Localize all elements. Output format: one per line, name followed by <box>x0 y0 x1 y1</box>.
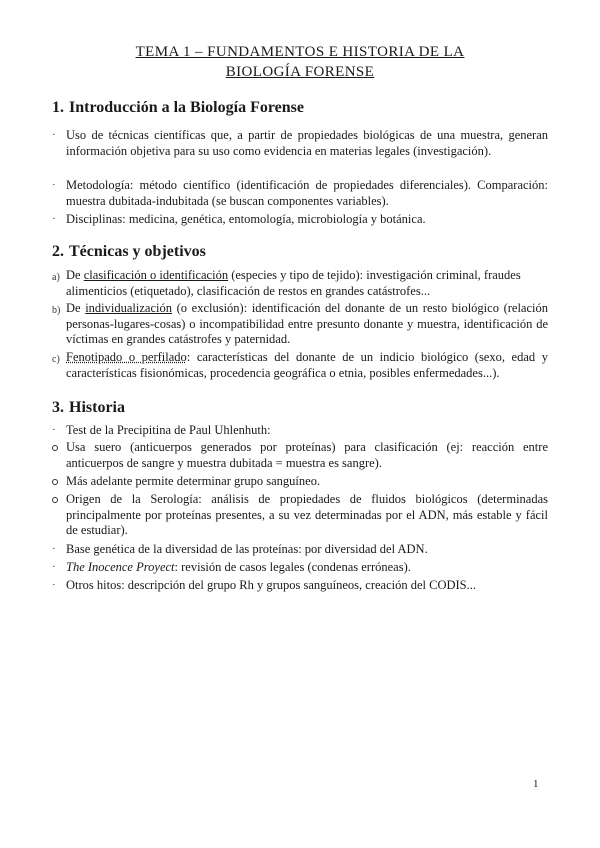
section-heading-1: 1. Introducción a la Biología Forense <box>52 99 304 116</box>
bullet-icon: · <box>52 129 56 141</box>
list-item: c) Fenotipado o perfilado: características del donante de un indicio biológico (sexo, edad y características fisionómicas, procedencia geográfica o etnia, posibles enfermedades...). <box>52 350 548 380</box>
bullet-icon: · <box>52 424 56 436</box>
bullet-icon: · <box>52 561 56 573</box>
list-label: c) <box>52 354 60 365</box>
bullet-icon: · <box>52 179 56 191</box>
list-item: · Otros hitos: descripción del grupo Rh y grupos sanguíneos, creación del CODIS... <box>52 578 477 592</box>
list-item: · The Inocence Proyect: revisión de casos legales (condenas erróneas). <box>52 560 411 574</box>
page-number: 1 <box>533 778 539 790</box>
circle-bullet-icon <box>52 479 58 485</box>
list-item: a) De clasificación o identificación (especies y tipo de tejido): investigación criminal, fraudes alimenticios (etiquetado), clasificación de restos en grandes catástrofes... <box>52 268 521 298</box>
list-item: · Disciplinas: medicina, genética, entomología, microbiología y botánica. <box>52 212 426 226</box>
list-label: b) <box>52 305 61 316</box>
section-heading-3: 3. Historia <box>52 399 125 416</box>
bullet-icon: · <box>52 543 56 555</box>
list-item: · Metodología: método científico (identificación de propiedades diferenciales). Comparación: muestra dubitada-indubitada (se buscan componentes variables). <box>52 178 548 208</box>
list-item: b) De individualización (o exclusión): identificación del donante de un resto biológico (relación personas-lugares-cosas) o incompatibilidad entre presunto donante y muestra, identificación de víctimas en grandes catástrofes y paternidad. <box>52 301 548 346</box>
list-item: · Test de la Precipitina de Paul Uhlenhuth: <box>52 423 271 437</box>
bullet-icon: · <box>52 579 56 591</box>
document-title-line-1: TEMA 1 – FUNDAMENTOS E HISTORIA DE LA <box>135 44 465 60</box>
key-term: Fenotipado o perfilado <box>66 350 187 364</box>
list-item: · Uso de técnicas científicas que, a partir de propiedades biológicas de una muestra, generan información objetiva para su uso como evidencia en materias legales (investigación). <box>52 128 548 158</box>
circle-bullet-icon <box>52 497 58 503</box>
circle-bullet-icon <box>52 445 58 451</box>
key-term: individualización <box>85 301 172 315</box>
key-term: clasificación o identificación <box>83 268 229 282</box>
list-item: Usa suero (anticuerpos generados por proteínas) para clasificación (ej: reacción entre anticuerpos de sangre y muestra dubitada = muestra es sangre). <box>52 440 548 471</box>
list-item: · Base genética de la diversidad de las proteínas: por diversidad del ADN. <box>52 542 428 556</box>
bullet-icon: · <box>52 213 56 225</box>
document-title-line-2: BIOLOGÍA FORENSE <box>225 64 375 80</box>
section-heading-2: 2. Técnicas y objetivos <box>52 243 206 260</box>
list-item: Más adelante permite determinar grupo sanguíneo. <box>52 474 548 490</box>
list-item: Origen de la Serología: análisis de propiedades de fluidos biológicos (determinadas principalmente por proteínas presentes, a su vez determinadas por el ADN, más estable y fácil de estudiar). <box>52 492 548 539</box>
list-label: a) <box>52 272 60 283</box>
italic-title: The Inocence Proyect <box>66 560 175 574</box>
